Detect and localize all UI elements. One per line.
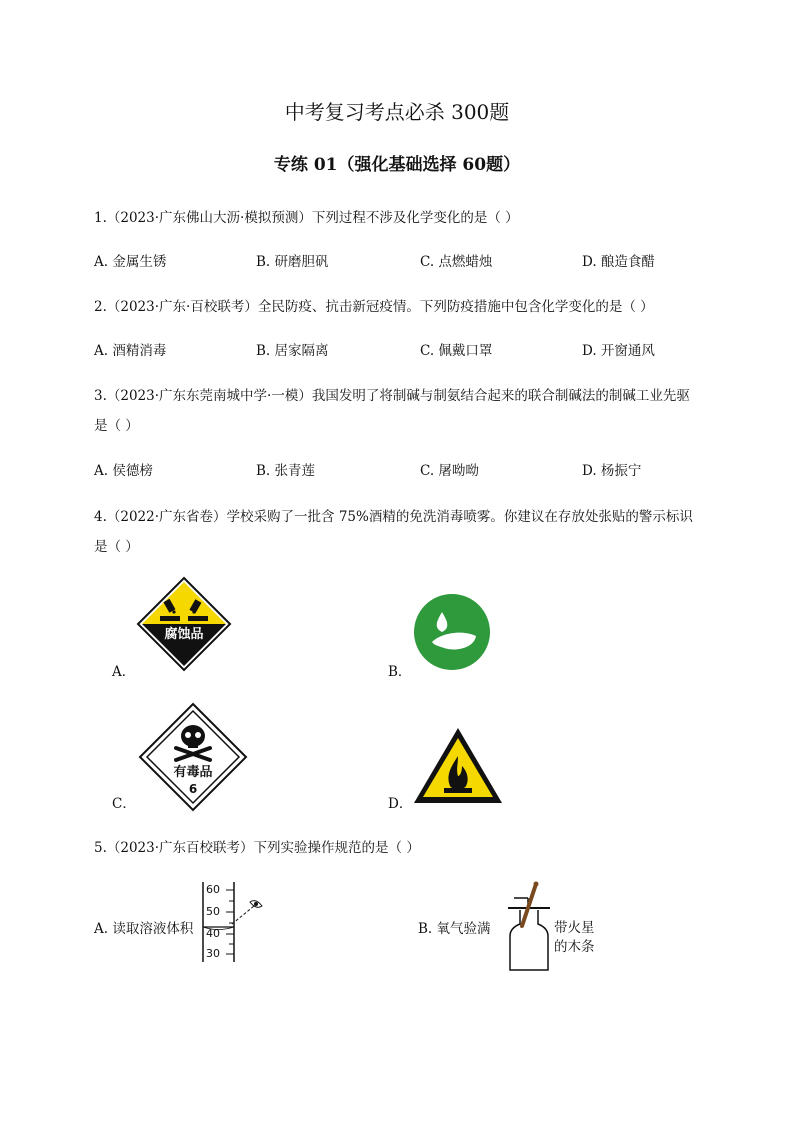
question-1-option-a[interactable]: A. 金属生锈 bbox=[94, 254, 167, 270]
cylinder-tick-40: 40 bbox=[206, 927, 220, 940]
question-3-stem-line1: 3.（2023·广东东莞南城中学·一模）我国发明了将制碱与制氨结合起来的联合制碱法的制碱工业先驱 bbox=[94, 388, 690, 404]
cylinder-tick-60: 60 bbox=[206, 883, 220, 896]
question-2-option-c[interactable]: C. 佩戴口罩 bbox=[420, 343, 493, 359]
question-4-option-b[interactable]: B． bbox=[388, 664, 412, 680]
question-2-option-b[interactable]: B. 居家隔离 bbox=[256, 343, 329, 359]
corrosive-sign-icon[interactable] bbox=[136, 576, 232, 672]
question-2-stem: 2.（2023·广东·百校联考）全民防疫、抗击新冠疫情。下列防疫措施中包含化学变化的是（ ） bbox=[94, 299, 654, 315]
toxic-sign-text: 有毒品 bbox=[173, 765, 213, 780]
splint-label-line2: 的木条 bbox=[554, 939, 595, 955]
question-4-option-d[interactable]: D． bbox=[388, 796, 413, 812]
toxic-class-number: 6 bbox=[188, 782, 198, 796]
toxic-sign-icon[interactable] bbox=[138, 702, 248, 812]
water-drop-sign-icon[interactable] bbox=[412, 592, 492, 672]
question-2-option-d[interactable]: D. 开窗通风 bbox=[582, 343, 655, 359]
page-title: 中考复习考点必杀 300题 bbox=[284, 100, 510, 124]
question-4-stem-line2: 是（ ） bbox=[94, 539, 139, 555]
question-3-option-c[interactable]: C. 屠呦呦 bbox=[420, 463, 479, 479]
page-subtitle: 专练 01（强化基础选择 60题） bbox=[273, 155, 521, 175]
question-5-option-b[interactable]: B. 氧气验满 bbox=[418, 921, 491, 937]
question-1-option-c[interactable]: C. 点燃蜡烛 bbox=[420, 254, 493, 270]
question-4-option-a[interactable]: A． bbox=[112, 664, 136, 680]
question-3-option-a[interactable]: A. 侯德榜 bbox=[94, 463, 153, 479]
question-3-stem-line2: 是（ ） bbox=[94, 418, 139, 434]
question-4-stem-line1: 4.（2022·广东省卷）学校采购了一批含 75%酒精的免洗消毒喷雾。你建议在存放处张贴的警示标识 bbox=[94, 509, 693, 525]
question-1-option-b[interactable]: B. 研磨胆矾 bbox=[256, 254, 329, 270]
question-3-option-d[interactable]: D. 杨振宁 bbox=[582, 463, 642, 479]
question-1-stem: 1.（2023·广东佛山大沥·模拟预测）下列过程不涉及化学变化的是（ ） bbox=[94, 210, 519, 226]
corrosive-sign-text: 腐蚀品 bbox=[164, 627, 204, 642]
flammable-sign-icon[interactable] bbox=[412, 726, 504, 806]
cylinder-tick-30: 30 bbox=[206, 947, 220, 960]
question-5-option-a[interactable]: A. 读取溶液体积 bbox=[94, 921, 194, 937]
question-4-option-c[interactable]: C． bbox=[112, 796, 136, 812]
question-2-option-a[interactable]: A. 酒精消毒 bbox=[94, 343, 167, 359]
splint-label-line1: 带火星 bbox=[554, 920, 595, 936]
question-5-stem: 5.（2023·广东百校联考）下列实验操作规范的是（ ） bbox=[94, 840, 420, 856]
question-3-option-b[interactable]: B. 张青莲 bbox=[256, 463, 316, 479]
cylinder-tick-50: 50 bbox=[206, 905, 220, 918]
question-1-option-d[interactable]: D. 酿造食醋 bbox=[582, 254, 655, 270]
gas-bottle-splint-icon[interactable] bbox=[500, 880, 560, 974]
graduated-cylinder-icon[interactable] bbox=[200, 880, 270, 966]
